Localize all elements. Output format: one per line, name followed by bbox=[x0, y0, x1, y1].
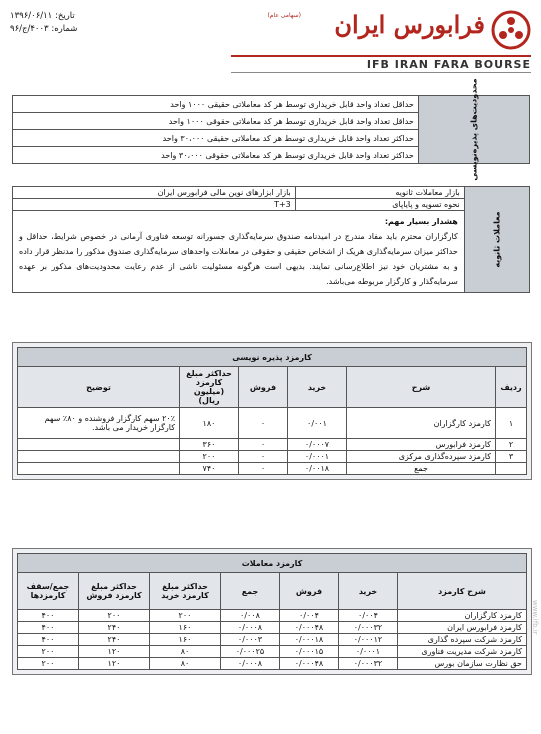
limit-row: حداقل تعداد واحد قابل خریداری توسط هر کد معاملاتی حقوقی ۱۰۰۰ واحد bbox=[13, 113, 419, 130]
cell-buy: ۰/۰۰۰۳۲ bbox=[339, 658, 398, 670]
table-title-row bbox=[18, 348, 527, 367]
col-header: شرح bbox=[347, 367, 496, 408]
cell-max-buy: ۱۶۰ bbox=[150, 622, 221, 634]
col-header: حداکثر مبلغ کارمزد (میلیون ریال) bbox=[180, 367, 239, 408]
site-watermark: www.ifb.ir bbox=[531, 600, 539, 635]
col-header: خرید bbox=[339, 573, 398, 610]
warning-notice bbox=[13, 211, 465, 293]
settlement-value: T+3 bbox=[13, 199, 296, 211]
cell-max-buy: ۸۰ bbox=[150, 658, 221, 670]
cell-sum: ۰/۰۰۰۲۵ bbox=[221, 646, 280, 658]
subscription-fees-box bbox=[12, 342, 532, 480]
table-row bbox=[13, 96, 530, 113]
cell-sell: ۰ bbox=[239, 463, 288, 475]
cell-sell: ۰/۰۰۰۱۵ bbox=[280, 646, 339, 658]
table-row bbox=[18, 610, 527, 622]
brand-logo bbox=[231, 6, 531, 76]
cell-desc: کارمزد فرابورس bbox=[347, 439, 496, 451]
cell-max-sell: ۲۰۰ bbox=[79, 610, 150, 622]
cell-buy: ۰/۰۰۰۱ bbox=[288, 451, 347, 463]
cell-sell: ۰/۰۰۰۴۸ bbox=[280, 658, 339, 670]
cell-index: ۳ bbox=[496, 451, 527, 463]
cell-desc: کارمزد شرکت مدیریت فناوری bbox=[398, 646, 527, 658]
col-header: فروش bbox=[280, 573, 339, 610]
cell-total: ۲۰۰ bbox=[18, 646, 79, 658]
col-header: حداکثر مبلغ کارمزد فروش bbox=[79, 573, 150, 610]
cell-max-sell: ۱۲۰ bbox=[79, 646, 150, 658]
subscription-fees-title: کارمزد پذیره نویسی bbox=[18, 348, 527, 367]
col-header: فروش bbox=[239, 367, 288, 408]
cell-total: ۴۰۰ bbox=[18, 622, 79, 634]
table-row bbox=[18, 658, 527, 670]
secondary-side-label: معاملات ثانویه bbox=[464, 187, 529, 293]
cell-max: ۱۸۰ bbox=[180, 408, 239, 439]
cell-sum: ۰/۰۰۰۸ bbox=[221, 658, 280, 670]
market-value: بازار ابزارهای نوین مالی فرابورس ایران bbox=[13, 187, 296, 199]
cell-max: ۳۶۰ bbox=[180, 439, 239, 451]
table-total-row bbox=[18, 463, 527, 475]
cell-desc: حق نظارت سازمان بورس bbox=[398, 658, 527, 670]
limit-row: حداقل تعداد واحد قابل خریداری توسط هر کد معاملاتی حقیقی ۱۰۰۰ واحد bbox=[13, 96, 419, 113]
subscription-fees-table bbox=[17, 347, 527, 475]
cell-max: ۲۰۰ bbox=[180, 451, 239, 463]
logo-text-fa: فرابورس ایران bbox=[334, 10, 485, 39]
col-header: توضیح bbox=[18, 367, 180, 408]
limits-side-label: محدودیت‌های پذیره‌نویسی bbox=[418, 96, 529, 164]
table-row bbox=[18, 622, 527, 634]
cell-index: ۲ bbox=[496, 439, 527, 451]
cell-sell: ۰ bbox=[239, 451, 288, 463]
cell-sum: ۰/۰۰۸ bbox=[221, 610, 280, 622]
cell-sell: ۰/۰۰۰۴۸ bbox=[280, 622, 339, 634]
letter-date: تاریخ: ۱۳۹۶/۰۶/۱۱ bbox=[10, 11, 75, 21]
cell-sell: ۰ bbox=[239, 408, 288, 439]
cell-desc: جمع bbox=[347, 463, 496, 475]
ifb-emblem-icon bbox=[491, 10, 531, 50]
trading-fees-table bbox=[17, 553, 527, 670]
cell-sell: ۰/۰۰۴ bbox=[280, 610, 339, 622]
cell-desc: کارمزد کارگزاران bbox=[398, 610, 527, 622]
cell-desc: کارمزد فرابورس ایران bbox=[398, 622, 527, 634]
cell-note bbox=[18, 439, 180, 451]
cell-max-sell: ۲۴۰ bbox=[79, 622, 150, 634]
cell-sell: ۰ bbox=[239, 439, 288, 451]
cell-buy: ۰/۰۰۰۳۲ bbox=[339, 622, 398, 634]
table-row bbox=[18, 634, 527, 646]
cell-max-sell: ۱۲۰ bbox=[79, 658, 150, 670]
cell-note bbox=[18, 463, 180, 475]
table-row bbox=[18, 646, 527, 658]
col-header: خرید bbox=[288, 367, 347, 408]
subscription-limits-table bbox=[12, 78, 530, 181]
cell-sell: ۰/۰۰۰۱۸ bbox=[280, 634, 339, 646]
notice-title: هشدار بسیار مهم: bbox=[384, 217, 458, 226]
cell-max-buy: ۲۰۰ bbox=[150, 610, 221, 622]
header-divider bbox=[231, 72, 531, 73]
limit-row: حداکثر تعداد واحد قابل خریداری توسط هر کد معاملاتی حقوقی ۳۰،۰۰۰ واحد bbox=[13, 147, 419, 164]
cell-sum: ۰/۰۰۰۳ bbox=[221, 634, 280, 646]
cell-total: ۴۰۰ bbox=[18, 634, 79, 646]
col-header: جمع/سقف کارمزدها bbox=[18, 573, 79, 610]
table-row bbox=[18, 408, 527, 439]
letter-meta bbox=[10, 10, 180, 36]
col-header: ردیف bbox=[496, 367, 527, 408]
cell-desc: کارمزد شرکت سپرده گذاری bbox=[398, 634, 527, 646]
cell-buy: ۰/۰۰۱۸ bbox=[288, 463, 347, 475]
cell-buy: ۰/۰۰۰۱۲ bbox=[339, 634, 398, 646]
cell-buy: ۰/۰۰۰۷ bbox=[288, 439, 347, 451]
table-row bbox=[18, 451, 527, 463]
cell-buy: ۰/۰۰۴ bbox=[339, 610, 398, 622]
trading-fees-box bbox=[12, 548, 532, 675]
limit-row: حداکثر تعداد واحد قابل خریداری توسط هر کد معاملاتی حقیقی ۳۰،۰۰۰ واحد bbox=[13, 130, 419, 147]
settlement-label: نحوه تسویه و پایاپای bbox=[295, 199, 464, 211]
logo-text-en: IFB IRAN FARA BOURSE bbox=[366, 58, 531, 71]
cell-desc: کارمزد کارگزاران bbox=[347, 408, 496, 439]
cell-desc: کارمزد سپرده‌گذاری مرکزی bbox=[347, 451, 496, 463]
cell-index: ۱ bbox=[496, 408, 527, 439]
letter-number: شماره: ۴۰۰۳/ج/۹۶ bbox=[10, 24, 78, 34]
cell-buy: ۰/۰۰۱ bbox=[288, 408, 347, 439]
trading-fees-title: کارمزد معاملات bbox=[18, 554, 527, 573]
table-title-row bbox=[18, 554, 527, 573]
cell-note bbox=[18, 451, 180, 463]
cell-max-sell: ۲۴۰ bbox=[79, 634, 150, 646]
table-header-row bbox=[18, 573, 527, 610]
cell-buy: ۰/۰۰۰۱ bbox=[339, 646, 398, 658]
cell-max: ۷۴۰ bbox=[180, 463, 239, 475]
table-row bbox=[18, 439, 527, 451]
cell-total: ۴۰۰ bbox=[18, 610, 79, 622]
logo-tagline: (سهامی عام) bbox=[267, 12, 301, 19]
table-row bbox=[13, 199, 530, 211]
cell-index bbox=[496, 463, 527, 475]
table-header-row bbox=[18, 367, 527, 408]
col-header: جمع bbox=[221, 573, 280, 610]
cell-total: ۲۰۰ bbox=[18, 658, 79, 670]
col-header: شرح کارمزد bbox=[398, 573, 527, 610]
notice-body: کارگزاران محترم باید مفاد مندرج در امیدنامه صندوق سرمایه‌گذاری جسورانه توسعه فناوری آرمانی در خصوص شرایط، حداقل و حداکثر میزان سرمایه‌گذاری هریک از اشخاص حقیقی و حقوقی در معاملات واحدهای سرمایه‌گذاری صندوق مذکور را مدنظر قرار داده و به مشتریان خود نیز اطلاع‌رسانی نمایند. بدیهی است هرگونه مسئولیت ناشی از عدم رعایت محدودیت‌های مذکور بر عهده سرمایه‌گذار و کارگزار مربوطه می‌باشد. bbox=[19, 232, 458, 286]
cell-note: ۲۰٪ سهم کارگزار فروشنده و ۸۰٪ سهم کارگزار خریدار می باشد. bbox=[18, 408, 180, 439]
table-row bbox=[13, 187, 530, 199]
col-header: حداکثر مبلغ کارمزد خرید bbox=[150, 573, 221, 610]
cell-max-buy: ۸۰ bbox=[150, 646, 221, 658]
logo-divider bbox=[231, 55, 531, 57]
cell-sum: ۰/۰۰۰۸ bbox=[221, 622, 280, 634]
table-row bbox=[13, 211, 530, 293]
cell-max-buy: ۱۶۰ bbox=[150, 634, 221, 646]
market-label: بازار معاملات ثانویه bbox=[295, 187, 464, 199]
secondary-market-table bbox=[12, 186, 530, 293]
